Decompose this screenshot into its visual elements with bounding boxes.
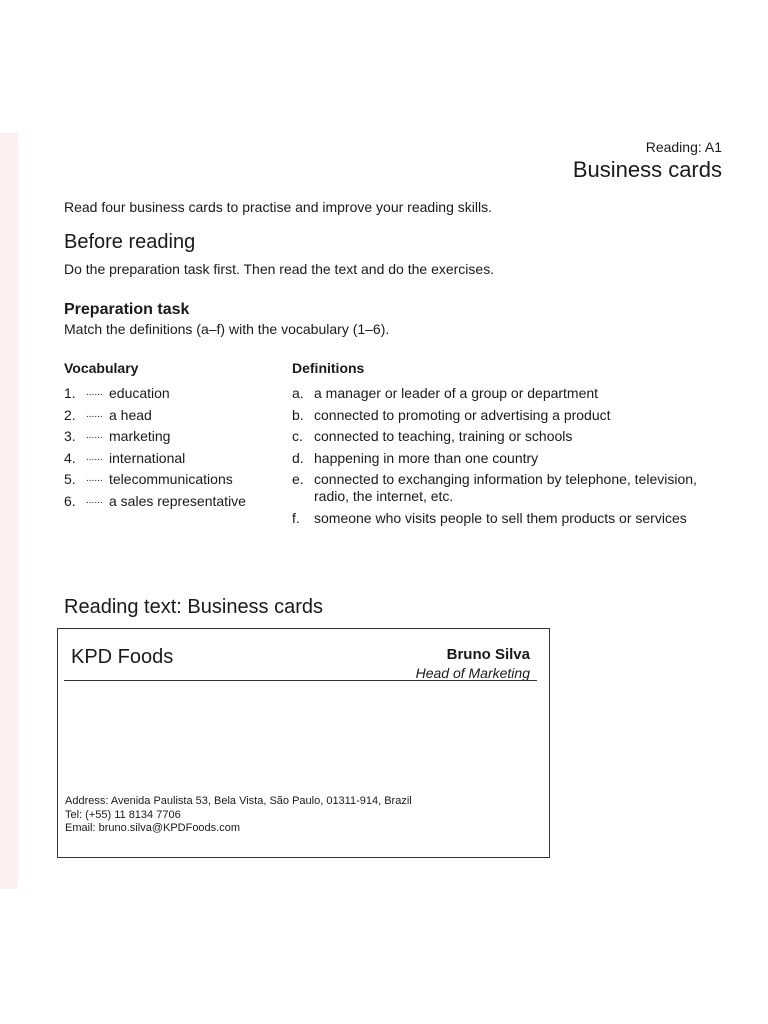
card-email: Email: bruno.silva@KPDFoods.com [65,822,241,834]
card-address: Address: Avenida Paulista 53, Bela Vista, São Paulo, 01311-914, Brazil [65,795,412,807]
definition-text: someone who visits people to sell them products or services [314,509,687,526]
vocabulary-number: 4. [64,449,76,466]
vocabulary-item [64,450,284,472]
intro-text: Read four business cards to practise and improve your reading skills. [64,199,492,215]
vocabulary-heading: Vocabulary [64,360,139,376]
preparation-task-instruction: Match the definitions (a–f) with the vocabulary (1–6). [64,321,390,337]
definition-text: happening in more than one country [314,449,539,466]
answer-blank: ...... [86,408,103,420]
card-person-role: Head of Marketing [415,665,530,681]
reading-level: Reading: A1 [645,139,722,155]
definition-letter: f. [292,509,300,526]
card-contact-details [65,795,412,836]
card-telephone: Tel: (+55) 11 8134 7706 [65,808,181,821]
vocabulary-number: 2. [64,406,76,423]
vocabulary-number: 6. [64,492,76,509]
definition-item [292,407,702,424]
vocabulary-word: international [109,449,186,466]
definition-text: a manager or leader of a group or department [314,385,599,401]
definition-text: connected to exchanging information by telephone, television, radio, the internet, etc. [314,471,697,505]
before-reading-text: Do the preparation task first. Then read the text and do the exercises. [64,261,495,277]
definition-text: connected to promoting or advertising a product [314,406,611,423]
vocabulary-item [64,471,284,493]
vocabulary-word: a sales representative [109,492,246,509]
answer-blank: ...... [86,387,103,398]
definition-letter: b. [292,406,304,423]
vocabulary-word: telecommunications [109,471,233,488]
vocabulary-item [64,428,284,450]
page-edge-strip [0,133,18,889]
definition-item [292,385,702,402]
definitions-heading: Definitions [292,360,365,376]
definition-item [292,471,702,505]
answer-blank: ...... [86,473,103,485]
preparation-task-heading: Preparation task [64,301,190,318]
card-divider [64,680,537,681]
definition-item [292,428,702,445]
definition-item [292,510,702,527]
vocabulary-word: a head [109,406,152,423]
vocabulary-word: marketing [109,428,171,445]
vocabulary-item [64,385,284,407]
page-title: Business cards [572,157,722,182]
definition-item [292,450,702,467]
vocabulary-column [64,360,284,515]
definitions-column [292,360,702,532]
definition-letter: d. [292,449,304,466]
vocabulary-word: education [109,385,170,401]
vocabulary-number: 5. [64,471,76,488]
definition-letter: e. [292,471,304,488]
vocabulary-item [64,407,284,429]
definition-text: connected to teaching, training or schools [314,428,573,445]
reading-text-heading: Reading text: Business cards [64,596,324,618]
vocabulary-number: 1. [64,385,76,401]
answer-blank: ...... [86,430,103,442]
definition-letter: a. [292,385,304,401]
answer-blank: ...... [86,494,103,506]
answer-blank: ...... [86,451,103,463]
vocabulary-number: 3. [64,428,76,445]
card-person-name: Bruno Silva [446,646,530,663]
card-company-name: KPD Foods [71,646,174,668]
definition-letter: c. [292,428,303,445]
business-card [57,628,550,858]
vocabulary-item [64,493,284,515]
before-reading-heading: Before reading [64,231,196,253]
